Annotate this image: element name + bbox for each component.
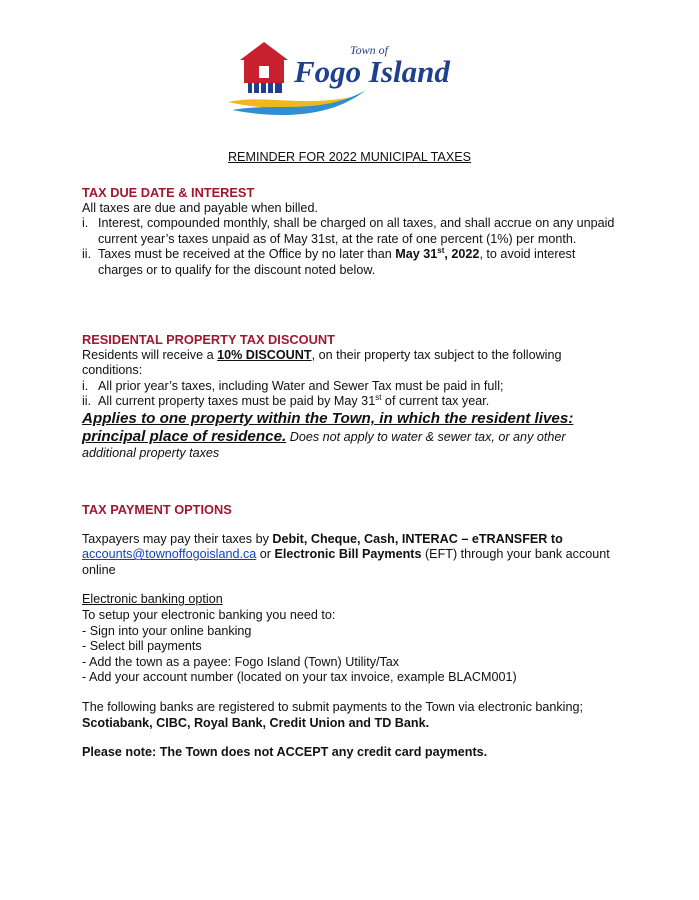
payment-eft: Electronic Bill Payments <box>274 547 422 562</box>
banks-intro: The following banks are registered to submit payments to the Town via electronic banking; <box>82 699 583 714</box>
tax-due-heading: TAX DUE DATE & INTEREST <box>82 185 255 200</box>
discount-note: Does not apply to water & sewer tax, or any other additional property taxes <box>82 429 566 460</box>
list-marker: i. <box>82 216 89 231</box>
page-title: REMINDER FOR 2022 MUNICIPAL TAXES <box>227 150 472 164</box>
ebank-heading: Electronic banking option <box>82 592 223 607</box>
discount-item-ii <box>82 394 622 410</box>
list-marker: i. <box>82 378 89 393</box>
payment-email-link[interactable]: accounts@townoffogoisland.ca <box>82 547 257 562</box>
payment-text-a: Taxpayers may pay their taxes by <box>82 531 273 546</box>
logo-name-text: Fogo Island <box>294 54 450 89</box>
tax-due-item-ii-text-a: Taxes must be received at the Office by no later than <box>98 247 396 262</box>
discount-heading: RESIDENTAL PROPERTY TAX DISCOUNT <box>82 332 335 347</box>
discount-applies: Applies to one property within the Town, in which the resident lives: principal place of residence. <box>82 409 574 445</box>
payment-text-c: (EFT) through your bank account online <box>82 547 610 577</box>
tax-due-item-i-text: Interest, compounded monthly, shall be charged on all taxes, and shall accrue on any unpaid current year’s taxes unpaid as of May 31st, at the rate of one percent (1%) per month. <box>98 216 615 246</box>
payment-methods: Debit, Cheque, Cash, INTERAC – eTRANSFER to <box>272 531 563 546</box>
tax-due-item-i <box>82 216 622 247</box>
ebank-step: - Select bill payments <box>82 639 202 654</box>
ebank-step: - Sign into your online banking <box>82 623 252 638</box>
tax-due-section <box>82 185 622 279</box>
list-marker: ii. <box>82 394 92 409</box>
discount-intro-text-b: , on their property tax subject to the following conditions: <box>82 347 562 378</box>
ebank-step: - Add your account number (located on your tax invoice, example BLACM001) <box>82 670 517 685</box>
discount-item-i <box>82 379 622 395</box>
due-date-year: , 2022 <box>444 247 480 262</box>
discount-item-i-text: All prior year’s taxes, including Water and Sewer Tax must be paid in full; <box>98 378 504 393</box>
discount-intro <box>82 348 622 379</box>
due-date <box>395 247 479 261</box>
due-date-suffix: st <box>437 246 445 256</box>
discount-item-ii-text-a: All current property taxes must be paid by May 31 <box>98 394 376 409</box>
discount-amount: 10% DISCOUNT <box>217 347 312 362</box>
credit-card-note: Please note: The Town does not ACCEPT any credit card payments. <box>82 745 488 760</box>
tax-due-item-ii-text-b: , to avoid interest charges or to qualify for the discount noted below. <box>98 247 576 277</box>
ebank-step: - Add the town as a payee: Fogo Island (Town) Utility/Tax <box>82 654 400 669</box>
discount-item-ii-suffix: st <box>375 393 382 403</box>
discount-section <box>82 332 622 462</box>
due-date-day: May 31 <box>395 247 438 262</box>
town-logo <box>224 36 476 122</box>
tax-due-intro: All taxes are due and payable when billed. <box>82 200 318 215</box>
list-marker: ii. <box>82 247 92 262</box>
tax-due-item-ii <box>82 247 622 278</box>
discount-intro-text-a: Residents will receive a <box>82 347 218 362</box>
payment-section <box>82 502 622 761</box>
discount-item-ii-text-b: of current tax year. <box>381 394 490 409</box>
payment-heading: TAX PAYMENT OPTIONS <box>82 502 232 517</box>
banks-list: Scotiabank, CIBC, Royal Bank, Credit Union and TD Bank. <box>82 715 430 730</box>
ebank-intro: To setup your electronic banking you need to: <box>82 607 336 622</box>
payment-text-b: or <box>256 547 275 562</box>
discount-applies-block <box>82 410 622 462</box>
payment-text <box>82 532 622 579</box>
logo-town-of-text: Town of <box>350 43 388 57</box>
